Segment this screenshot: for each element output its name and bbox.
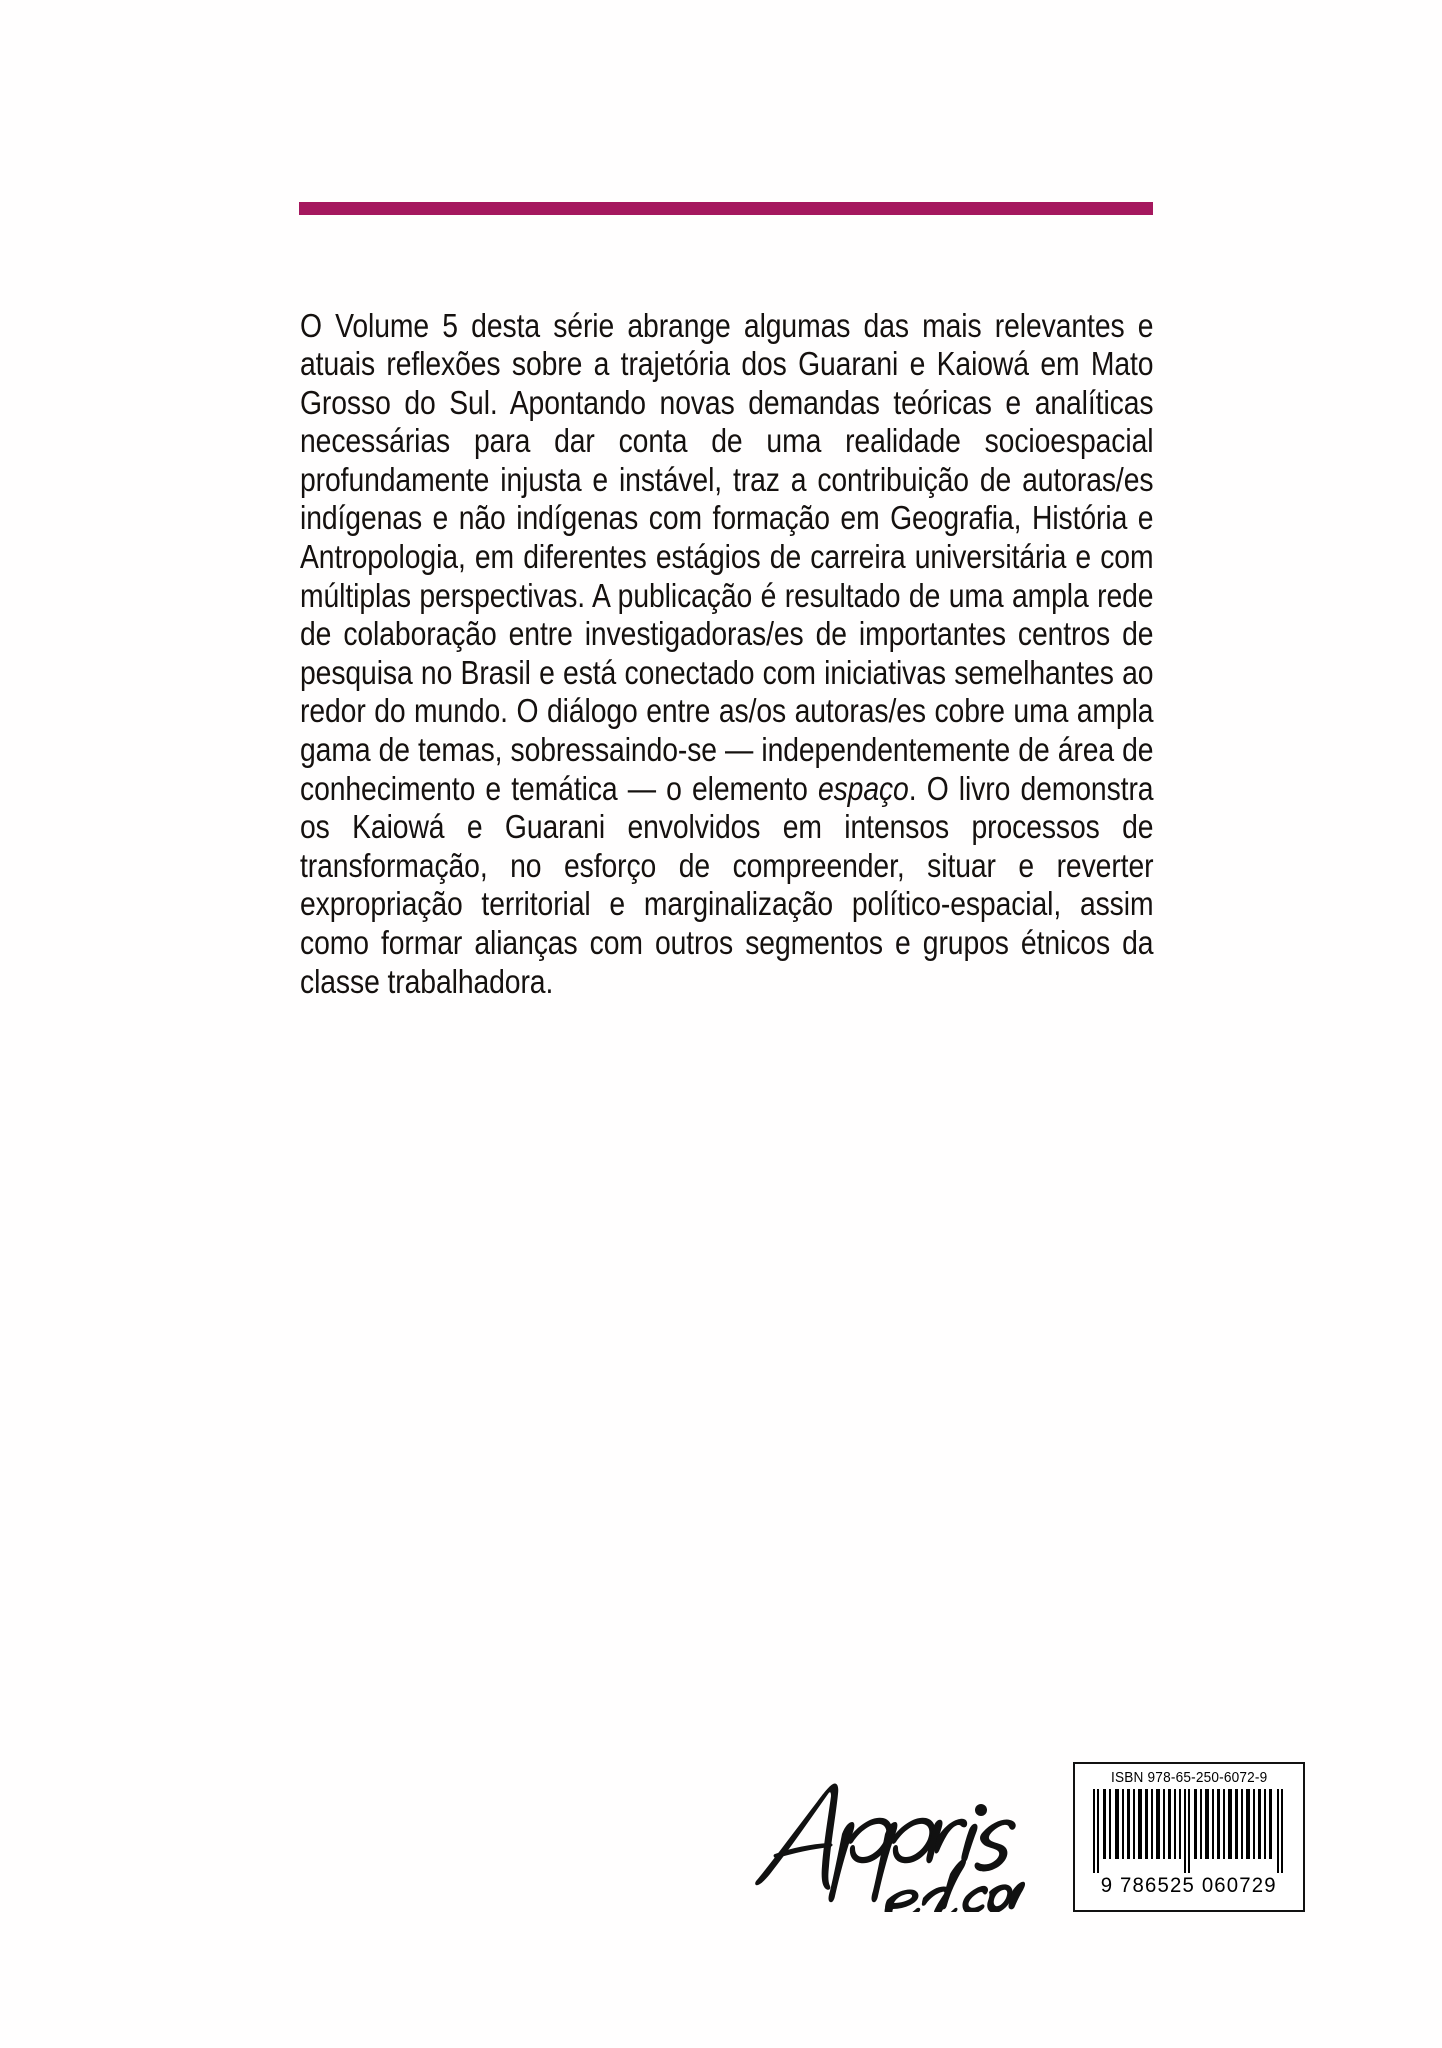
isbn-barcode — [1073, 1762, 1305, 1912]
blurb-part-2: . O livro demonstra os Kaiowá e Guarani envolvidos em intensos processos de transformação, no esforço de compreender, situar e reverter expropriação territorial e marginalização político-espacial, assim como formar alianças com outros segmentos e grupos étnicos da classe trabalhadora. — [300, 770, 1154, 1001]
barcode-digits: 9 786525 060729 — [1100, 1874, 1278, 1897]
appris-editora-logo — [745, 1762, 1025, 1912]
blurb-emphasis-espaco: espaço — [817, 770, 909, 808]
barcode-bars — [1091, 1789, 1287, 1873]
isbn-number: ISBN 978-65-250-6072-9 — [1110, 1770, 1268, 1786]
blurb-part-1: O Volume 5 desta série abrange algumas das mais relevantes e atuais reflexões sobre a trajetória dos Guarani e Kaiowá em Mato Grosso do Sul. Apontando novas demandas teóricas e analíticas necessárias para dar conta de uma realidade socioespacial profundamente injusta e instável, traz a contribuição de autoras/es indígenas e não indígenas com formação em Geografia, História e Antropologia, em diferentes estágios de carreira universitária e com múltiplas perspectivas. A publicação é resultado de uma ampla rede de colaboração entre investigadoras/es de importantes centros de pesquisa no Brasil e está conectado com iniciativas semelhantes ao redor do mundo. O diálogo entre as/os autoras/es cobre uma ampla gama de temas, sobressaindo-se — independentemente de área de conhecimento e temática — o elemento — [300, 307, 1154, 808]
back-cover-blurb — [300, 308, 1153, 1003]
decorative-rule — [299, 202, 1153, 215]
